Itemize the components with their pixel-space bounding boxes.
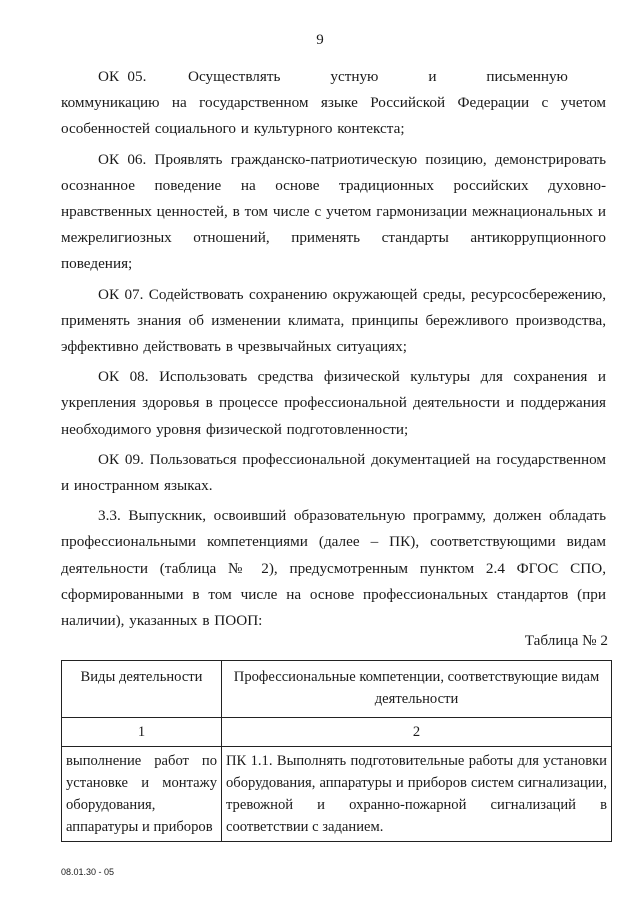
body-text: [61, 64, 606, 638]
table-caption: Таблица № 2: [524, 632, 608, 649]
paragraph-ok09: ОК 09. Пользоваться профессиональной документацией на государственном и иностранном языках.: [61, 450, 606, 495]
header-activity: Виды деятельности: [62, 661, 222, 718]
column-number-1: 1: [62, 718, 222, 747]
paragraph-ok07: ОК 07. Содействовать сохранению окружающей среды, ресурсосбережению, применять знания об изменении климата, принципы бережливого производства, эффективно действовать в чрезвычайных ситуациях;: [61, 285, 606, 356]
paragraph-ok05: ОК 05. Осуществлять устную и письменную коммуникацию на государственном языке Российской Федерации с учетом особенностей социального и культурного контекста;: [61, 68, 606, 138]
footer-code: 08.01.30 - 05: [61, 867, 115, 877]
table-header-row: [62, 661, 612, 718]
cell-competence: ПК 1.1. Выполнять подготовительные работы для установки оборудования, аппаратуры и приборов систем сигнализации, тревожной и охранно-пожарной сигнализаций в соответствии с заданием.: [222, 747, 612, 842]
paragraph-ok08: ОК 08. Использовать средства физической культуры для сохранения и укрепления здоровья в процессе профессиональной деятельности и поддержания необходимого уровня физической подготовленности;: [61, 368, 606, 438]
page-number: 9: [316, 32, 324, 48]
competencies-table: [61, 660, 612, 842]
paragraph-ok06: ОК 06. Проявлять гражданско-патриотическую позицию, демонстрировать осознанное поведение на основе традиционных российских духовно-нравственных ценностей, в том числе с учетом гармонизации межнациональных и межрелигиозных отношений, применять стандарты антикоррупционного поведения;: [61, 150, 606, 273]
header-competence: Профессиональные компетенции, соответствующие видам деятельности: [222, 661, 612, 718]
paragraph-3-3: 3.3. Выпускник, освоивший образовательную программу, должен обладать профессиональными компетенциями (далее – ПК), соответствующими видам деятельности (таблица № 2), предусмотренным пунктом 2.4 ФГОС СПО, сформированными в том числе на основе профессиональных стандартов (при наличии), указанных в ПООП:: [61, 507, 606, 630]
cell-activity: выполнение работ по установке и монтажу оборудования, аппаратуры и приборов: [62, 747, 222, 842]
table-row: [62, 747, 612, 842]
table-numbering-row: [62, 718, 612, 747]
column-number-2: 2: [222, 718, 612, 747]
